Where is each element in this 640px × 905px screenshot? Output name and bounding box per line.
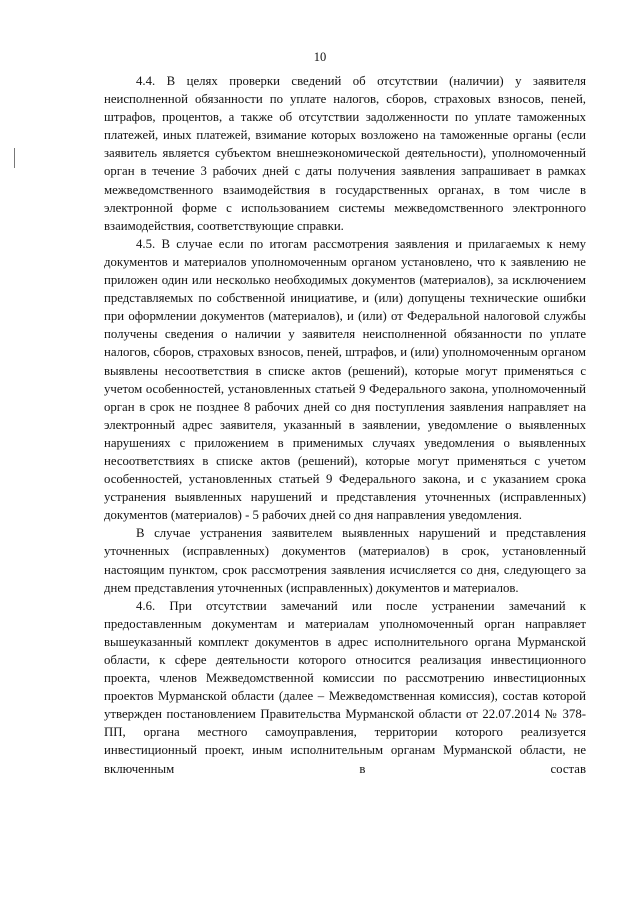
paragraph-4-6: 4.6. При отсутствии замечаний или после устранении замечаний к предоставленным документам и материалам уполномоченный орган направляет вышеуказанный комплект документов в адрес исполнительного органа Мурманской области, к сфере деятельности которого относится реализация инвестиционного проекта, членов Межведомственной комиссии по рассмотрению инвестиционных проектов Мурманской области (далее – Межведомственная комиссия), состав которой утвержден постановлением Правительства Мурманской области от 22.07.2014 № 378-ПП, органа местного самоуправления, территории которого реализуется инвестиционный проект, иным исполнительным органам Мурманской области, не включенным в состав: [104, 598, 586, 776]
paragraph-4-5-continuation: В случае устранения заявителем выявленных нарушений и представления уточненных (исправленных) документов (материалов) в срок, установленный настоящим пунктом, срок рассмотрения заявления исчисляется со дня, следующего за днем представления уточненных (исправленных) документов и материалов.: [104, 526, 586, 595]
page-number: 10: [313, 50, 327, 64]
document-body: [104, 72, 586, 778]
margin-scan-mark: [14, 148, 15, 168]
paragraph-4-5: 4.5. В случае если по итогам рассмотрения заявления и прилагаемых к нему документов и материалов уполномоченным органом установлено, что к заявлению не приложен один или несколько необходимых документов (материалов), за исключением представляемых по собственной инициативе, и (или) допущены технические ошибки при оформлении документов (материалов), и (или) от Федеральной налоговой службы получены сведения о наличии у заявителя неисполненной обязанности по уплате налогов, сборов, страховых взносов, пеней, штрафов, и (или) уполномоченным органом выявлены несоответствия в списке актов (решений), которые могут применяться с учетом особенностей, установленных статьей 9 Федерального закона, уполномоченный орган в срок не позднее 8 рабочих дней со дня поступления заявления направляет на электронный адрес заявителя, указанный в заявлении, уведомление о выявленных нарушениях с приложением в применимых случаях уведомления о выявленных несоответствиях в списке актов (решений), которые могут применяться с учетом особенностей, установленных статьей 9 Федерального закона, и с указанием срока устранения выявленных нарушений и представления уточненных (исправленных) документов (материалов) - 5 рабочих дней со дня направления уведомления.: [104, 236, 586, 523]
paragraph-4-4: 4.4. В целях проверки сведений об отсутствии (наличии) у заявителя неисполненной обязанности по уплате налогов, сборов, страховых взносов, пеней, штрафов, процентов, а также об отсутствии задолженности по уплате таможенных платежей, иных платежей, взимание которых возложено на таможенные органы (если заявитель является субъектом внешнеэкономической деятельности), уполномоченный орган в течение 3 рабочих дней с даты получения заявления запрашивает в рамках межведомственного взаимодействия в государственных органах, в том числе в электронной форме с использованием системы межведомственного электронного взаимодействия, соответствующие справки.: [104, 74, 586, 233]
